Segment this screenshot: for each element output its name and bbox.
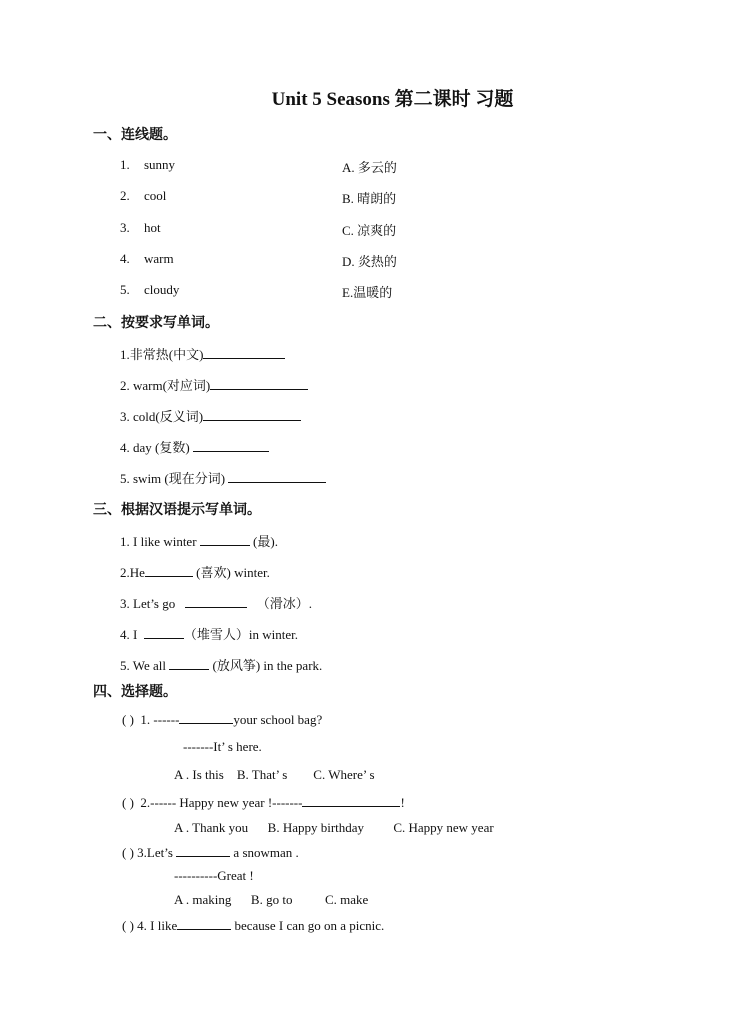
match-left-num: 1. (120, 157, 130, 172)
match-right-item: A. 多云的 (342, 160, 397, 175)
section-4-heading: 四、选择题。 (93, 685, 177, 700)
option-c[interactable]: C. make (324, 892, 369, 907)
write-item (120, 344, 285, 363)
answer-blank[interactable] (169, 657, 209, 670)
option-c[interactable]: C. Where’ s (313, 767, 375, 782)
match-left-item (120, 220, 161, 236)
answer-blank[interactable] (210, 377, 308, 390)
answer-blank[interactable] (228, 470, 326, 483)
answer-blank[interactable] (185, 595, 247, 608)
option-row (174, 767, 375, 783)
fill-item (120, 593, 312, 612)
match-left-num: 4. (120, 251, 130, 266)
fill-item-post: （滑冰）. (256, 596, 313, 611)
match-left-num: 5. (120, 282, 130, 297)
choice-question (122, 711, 322, 728)
match-right-item: D. 炎热的 (342, 254, 397, 269)
match-right-item: B. 晴朗的 (342, 191, 397, 206)
answer-blank[interactable] (179, 711, 233, 724)
fill-item-post: (放风筝) in the park. (212, 658, 323, 673)
write-item-text: 1.非常热(中文) (120, 347, 204, 362)
match-left-word: cool (144, 188, 167, 203)
match-left-num: 3. (120, 220, 130, 235)
answer-parentheses[interactable]: ( ) (122, 845, 134, 860)
answer-parentheses[interactable]: ( ) (122, 712, 134, 727)
match-left-item (120, 251, 174, 267)
match-left-num: 2. (120, 188, 130, 203)
match-left-item (120, 188, 166, 204)
match-left-word: cloudy (144, 282, 180, 297)
section-1-heading: 一、连线题。 (93, 128, 177, 143)
answer-blank[interactable] (203, 346, 285, 359)
write-item-text: 4. day (复数) (120, 440, 190, 455)
match-right-item: C. 凉爽的 (342, 223, 397, 238)
fill-item-pre: 2.He (120, 565, 145, 580)
answer-blank[interactable] (144, 626, 184, 639)
option-b[interactable]: B. That’ s (236, 767, 288, 782)
question-pre: 3.Let’s (137, 845, 173, 860)
fill-item-pre: 4. I (120, 627, 138, 642)
write-item (120, 468, 326, 487)
answer-blank[interactable] (193, 439, 269, 452)
section-2-heading: 二、按要求写单词。 (93, 316, 219, 331)
write-item-text: 3. cold(反义词) (120, 409, 204, 424)
fill-item-post: (最). (253, 534, 278, 549)
fill-item (120, 531, 278, 550)
write-item (120, 375, 308, 394)
option-c[interactable]: C. Happy new year (393, 820, 494, 835)
question-post: your school bag? (233, 712, 323, 727)
question-pre: 2.------ Happy new year !------- (140, 795, 303, 810)
fill-item-post: （堆雪人）in winter. (183, 627, 298, 642)
write-item (120, 437, 269, 456)
dialogue-reply: -------It’ s here. (183, 739, 262, 754)
write-item-text: 5. swim (现在分词) (120, 471, 226, 486)
choice-question (122, 844, 299, 861)
section-3-heading: 三、根据汉语提示写单词。 (93, 503, 261, 518)
answer-parentheses[interactable]: ( ) (122, 918, 134, 933)
match-left-word: hot (144, 220, 161, 235)
fill-item-pre: 5. We all (120, 658, 167, 673)
dialogue-reply: ----------Great ! (174, 868, 254, 883)
question-pre: 4. I like (137, 918, 178, 933)
fill-item (120, 655, 322, 674)
choice-question (122, 794, 405, 811)
answer-blank[interactable] (200, 533, 250, 546)
fill-item-pre: 3. Let’s go (120, 596, 176, 611)
option-row (174, 820, 494, 836)
match-right-item: E.温暖的 (342, 285, 393, 300)
write-item (120, 406, 301, 425)
question-post: a snowman . (233, 845, 299, 860)
question-post: because I can go on a picnic. (234, 918, 385, 933)
fill-item-pre: 1. I like winter (120, 534, 197, 549)
choice-question (122, 917, 384, 934)
match-left-word: warm (144, 251, 174, 266)
option-a[interactable]: A . making (174, 892, 232, 907)
match-left-item (120, 282, 179, 298)
write-item-text: 2. warm(对应词) (120, 378, 211, 393)
option-a[interactable]: A . Thank you (174, 820, 249, 835)
answer-parentheses[interactable]: ( ) (122, 795, 134, 810)
page-title: Unit 5 Seasons 第二课时 习题 (271, 89, 514, 110)
answer-blank[interactable] (302, 794, 400, 807)
fill-item (120, 562, 270, 581)
answer-blank[interactable] (145, 564, 193, 577)
answer-blank[interactable] (203, 408, 301, 421)
option-b[interactable]: B. go to (250, 892, 293, 907)
question-post: ! (400, 795, 405, 810)
option-b[interactable]: B. Happy birthday (267, 820, 365, 835)
question-pre: 1. ------ (140, 712, 180, 727)
option-a[interactable]: A . Is this (174, 767, 224, 782)
fill-item (120, 624, 298, 643)
fill-item-post: (喜欢) winter. (196, 565, 270, 580)
answer-blank[interactable] (176, 844, 230, 857)
answer-blank[interactable] (177, 917, 231, 930)
option-row (174, 892, 368, 908)
match-left-word: sunny (144, 157, 176, 172)
match-left-item (120, 157, 175, 173)
